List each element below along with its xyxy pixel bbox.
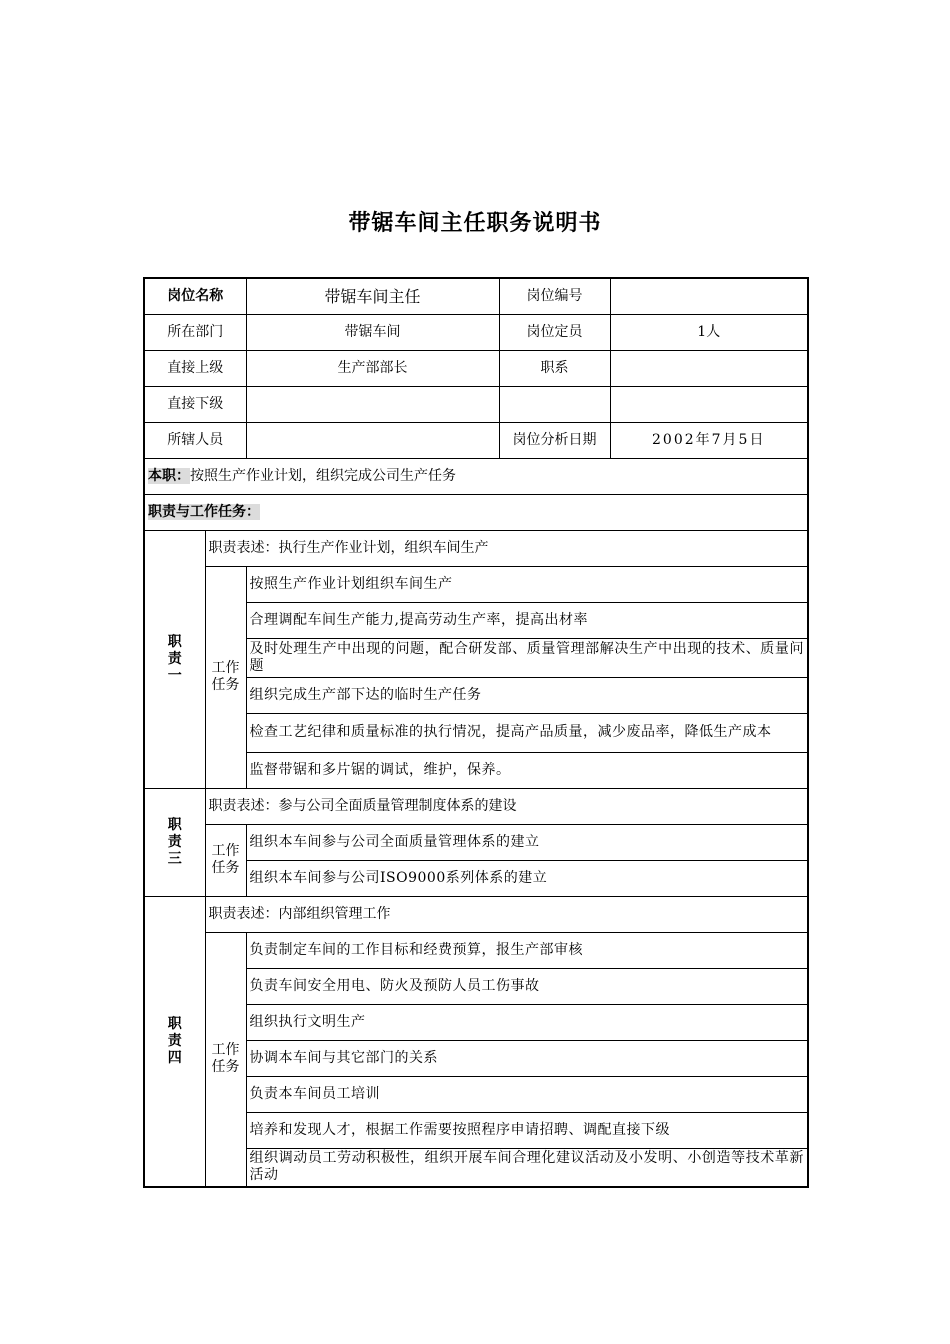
info-row: [144, 314, 808, 350]
analysis-date-label: 岗位分析日期: [499, 422, 610, 458]
task-item: 组织本车间参与公司ISO9000系列体系的建立: [246, 860, 808, 896]
task-item: 合理调配车间生产能力,提高劳动生产率，提高出材率: [246, 602, 808, 638]
duty-label: 职 责 四: [144, 896, 205, 1187]
duties-header-row: [144, 494, 808, 530]
analysis-date-value: 2002年7月5日: [610, 422, 808, 458]
position-number-label: 岗位编号: [499, 278, 610, 314]
duty-description-row: [144, 788, 808, 824]
task-item: 组织完成生产部下达的临时生产任务: [246, 677, 808, 713]
superior-label: 直接上级: [144, 350, 246, 386]
duties-header-cell: [144, 494, 808, 530]
main-duty-text: 按照生产作业计划，组织完成公司生产任务: [190, 467, 456, 484]
subordinate-value: [246, 386, 499, 422]
subordinate-extra: [499, 386, 610, 422]
job-family-label: 职系: [499, 350, 610, 386]
main-duty-row: [144, 458, 808, 494]
duty-label: 职 责 一: [144, 530, 205, 788]
task-row: [144, 932, 808, 968]
task-item: 及时处理生产中出现的问题，配合研发部、质量管理部解决生产中出现的技术、质量问题: [246, 638, 808, 677]
superior-value: 生产部部长: [246, 350, 499, 386]
position-name-label: 岗位名称: [144, 278, 246, 314]
info-row: [144, 278, 808, 314]
tasks-label: 工作 任务: [205, 566, 246, 788]
subordinate-label: 直接下级: [144, 386, 246, 422]
duties-header: 职责与工作任务：: [148, 503, 260, 520]
duty-description: 职责表述：内部组织管理工作: [205, 896, 808, 932]
position-name-value: 带锯车间主任: [246, 278, 499, 314]
task-item: 组织调动员工劳动积极性，组织开展车间合理化建议活动及小发明、小创造等技术革新活动: [246, 1148, 808, 1187]
task-item: 负责本车间员工培训: [246, 1076, 808, 1112]
task-item: 培养和发现人才，根据工作需要按照程序申请招聘、调配直接下级: [246, 1112, 808, 1148]
job-description-table: [143, 277, 809, 1188]
tasks-label: 工作 任务: [205, 932, 246, 1187]
task-item: 组织本车间参与公司全面质量管理体系的建立: [246, 824, 808, 860]
duty-description-row: [144, 896, 808, 932]
info-row: [144, 350, 808, 386]
staff-label: 所辖人员: [144, 422, 246, 458]
job-family-value: [610, 350, 808, 386]
task-row: [144, 566, 808, 602]
subordinate-extra-value: [610, 386, 808, 422]
staff-value: [246, 422, 499, 458]
main-duty-cell: [144, 458, 808, 494]
department-label: 所在部门: [144, 314, 246, 350]
task-item: 检查工艺纪律和质量标准的执行情况，提高产品质量，减少废品率，降低生产成本: [246, 713, 808, 752]
page-title: 带锯车间主任职务说明书: [348, 211, 602, 236]
duty-label: 职 责 三: [144, 788, 205, 896]
position-number-value: [610, 278, 808, 314]
duty-description: 职责表述：参与公司全面质量管理制度体系的建设: [205, 788, 808, 824]
task-item: 负责车间安全用电、防火及预防人员工伤事故: [246, 968, 808, 1004]
task-item: 监督带锯和多片锯的调试，维护，保养。: [246, 752, 808, 788]
staffing-label: 岗位定员: [499, 314, 610, 350]
duty-description-row: [144, 530, 808, 566]
task-item: 负责制定车间的工作目标和经费预算，报生产部审核: [246, 932, 808, 968]
info-row: [144, 386, 808, 422]
duty-description: 职责表述：执行生产作业计划，组织车间生产: [205, 530, 808, 566]
task-row: [144, 824, 808, 860]
task-item: 组织执行文明生产: [246, 1004, 808, 1040]
info-row: [144, 422, 808, 458]
main-duty-label: 本职：: [148, 467, 190, 484]
department-value: 带锯车间: [246, 314, 499, 350]
task-item: 按照生产作业计划组织车间生产: [246, 566, 808, 602]
staffing-value: 1人: [610, 314, 808, 350]
tasks-label: 工作 任务: [205, 824, 246, 896]
task-item: 协调本车间与其它部门的关系: [246, 1040, 808, 1076]
